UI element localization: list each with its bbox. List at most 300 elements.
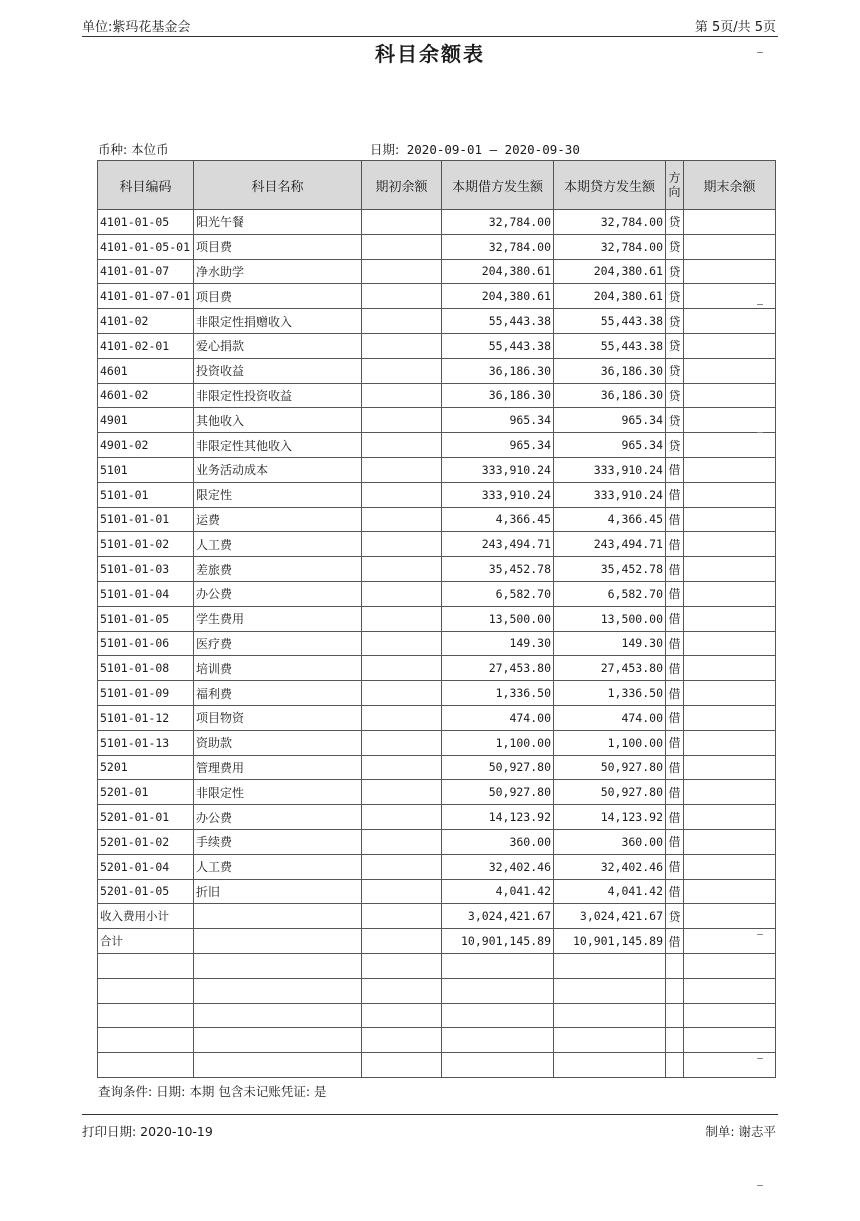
cell-debit-amount: 50,927.80 bbox=[442, 755, 554, 780]
cell-credit-amount: 6,582.70 bbox=[554, 581, 666, 606]
cell-debit-amount: 333,910.24 bbox=[442, 482, 554, 507]
cell-direction: 借 bbox=[666, 730, 684, 755]
cell-account-code: 5201-01 bbox=[98, 780, 194, 805]
cell-debit-amount: 10,901,145.89 bbox=[442, 929, 554, 954]
cell-direction: 借 bbox=[666, 507, 684, 532]
prepared-by: 制单: 谢志平 bbox=[705, 1124, 776, 1139]
column-header-credit: 本期贷方发生额 bbox=[554, 161, 666, 210]
cell-opening-balance bbox=[362, 854, 442, 879]
column-header-opening: 期初余额 bbox=[362, 161, 442, 210]
cell-direction: 贷 bbox=[666, 904, 684, 929]
cell-account-name: 人工费 bbox=[194, 854, 362, 879]
cell-opening-balance bbox=[362, 457, 442, 482]
table-row bbox=[98, 780, 776, 805]
cell-direction: 借 bbox=[666, 755, 684, 780]
cell-closing-balance bbox=[684, 705, 776, 730]
cell-direction: 借 bbox=[666, 557, 684, 582]
table-row bbox=[98, 681, 776, 706]
cell-opening-balance bbox=[362, 805, 442, 830]
cell-credit-amount: 333,910.24 bbox=[554, 457, 666, 482]
table-row bbox=[98, 978, 776, 1003]
cell-credit-amount: 243,494.71 bbox=[554, 532, 666, 557]
cell-opening-balance bbox=[362, 234, 442, 259]
cell-account-name: 福利费 bbox=[194, 681, 362, 706]
table-row bbox=[98, 284, 776, 309]
cell-account-code: 5101-01-05 bbox=[98, 606, 194, 631]
cell-opening-balance bbox=[362, 408, 442, 433]
column-header-debit: 本期借方发生额 bbox=[442, 161, 554, 210]
cell-account-code: 5101-01-06 bbox=[98, 631, 194, 656]
cell-opening-balance bbox=[362, 557, 442, 582]
cell-credit-amount: 4,041.42 bbox=[554, 879, 666, 904]
cell-credit-amount: 50,927.80 bbox=[554, 780, 666, 805]
cell-debit-amount: 243,494.71 bbox=[442, 532, 554, 557]
cell-account-code: 5101-01-13 bbox=[98, 730, 194, 755]
cell-direction: 借 bbox=[666, 929, 684, 954]
table-row bbox=[98, 557, 776, 582]
cell-closing-balance bbox=[684, 210, 776, 235]
cell-debit-amount: 204,380.61 bbox=[442, 259, 554, 284]
cell-credit-amount bbox=[554, 953, 666, 978]
cell-closing-balance bbox=[684, 457, 776, 482]
cell-direction: 贷 bbox=[666, 383, 684, 408]
cell-opening-balance bbox=[362, 755, 442, 780]
cell-closing-balance bbox=[684, 309, 776, 334]
table-row bbox=[98, 383, 776, 408]
cell-closing-balance bbox=[684, 904, 776, 929]
cell-opening-balance bbox=[362, 358, 442, 383]
cell-account-name: 办公费 bbox=[194, 805, 362, 830]
cell-opening-balance bbox=[362, 383, 442, 408]
cell-account-name: 非限定性 bbox=[194, 780, 362, 805]
cell-credit-amount: 204,380.61 bbox=[554, 284, 666, 309]
column-header-code: 科目编码 bbox=[98, 161, 194, 210]
cell-direction: 贷 bbox=[666, 234, 684, 259]
cell-account-name: 运费 bbox=[194, 507, 362, 532]
cell-account-code: 合计 bbox=[98, 929, 194, 954]
cell-opening-balance bbox=[362, 606, 442, 631]
cell-account-code bbox=[98, 978, 194, 1003]
organization-unit: 单位:紫玛花基金会 bbox=[82, 20, 191, 35]
cell-direction bbox=[666, 953, 684, 978]
cell-credit-amount: 4,366.45 bbox=[554, 507, 666, 532]
date-range bbox=[370, 140, 580, 158]
cell-direction bbox=[666, 1053, 684, 1078]
table-row bbox=[98, 433, 776, 458]
cell-opening-balance bbox=[362, 929, 442, 954]
cell-closing-balance bbox=[684, 953, 776, 978]
cell-debit-amount: 6,582.70 bbox=[442, 581, 554, 606]
cell-account-code: 5101-01-09 bbox=[98, 681, 194, 706]
date-range-label: 日期: bbox=[370, 142, 400, 157]
table-row bbox=[98, 532, 776, 557]
cell-direction: 借 bbox=[666, 606, 684, 631]
cell-credit-amount: 27,453.80 bbox=[554, 656, 666, 681]
table-row bbox=[98, 234, 776, 259]
cell-debit-amount: 3,024,421.67 bbox=[442, 904, 554, 929]
cell-credit-amount: 10,901,145.89 bbox=[554, 929, 666, 954]
cell-credit-amount: 474.00 bbox=[554, 705, 666, 730]
table-row bbox=[98, 953, 776, 978]
table-row bbox=[98, 755, 776, 780]
cell-direction bbox=[666, 978, 684, 1003]
cell-closing-balance bbox=[684, 755, 776, 780]
cell-closing-balance bbox=[684, 507, 776, 532]
cell-closing-balance bbox=[684, 656, 776, 681]
cell-direction bbox=[666, 1028, 684, 1053]
cell-direction: 借 bbox=[666, 805, 684, 830]
cell-credit-amount: 32,784.00 bbox=[554, 234, 666, 259]
cell-credit-amount: 55,443.38 bbox=[554, 309, 666, 334]
scan-speck bbox=[757, 304, 763, 305]
cell-opening-balance bbox=[362, 581, 442, 606]
cell-account-code: 收入费用小计 bbox=[98, 904, 194, 929]
cell-opening-balance bbox=[362, 1053, 442, 1078]
cell-direction bbox=[666, 1003, 684, 1028]
cell-credit-amount: 1,336.50 bbox=[554, 681, 666, 706]
cell-credit-amount bbox=[554, 1028, 666, 1053]
cell-credit-amount: 32,402.46 bbox=[554, 854, 666, 879]
cell-opening-balance bbox=[362, 284, 442, 309]
cell-closing-balance bbox=[684, 681, 776, 706]
cell-credit-amount: 360.00 bbox=[554, 829, 666, 854]
cell-account-name: 非限定性投资收益 bbox=[194, 383, 362, 408]
cell-account-name: 学生费用 bbox=[194, 606, 362, 631]
cell-account-name bbox=[194, 978, 362, 1003]
cell-closing-balance bbox=[684, 581, 776, 606]
cell-debit-amount: 474.00 bbox=[442, 705, 554, 730]
cell-debit-amount: 4,041.42 bbox=[442, 879, 554, 904]
cell-opening-balance bbox=[362, 978, 442, 1003]
cell-debit-amount: 1,100.00 bbox=[442, 730, 554, 755]
cell-account-name bbox=[194, 904, 362, 929]
cell-direction: 借 bbox=[666, 457, 684, 482]
report-header-bar bbox=[82, 14, 778, 37]
cell-credit-amount: 13,500.00 bbox=[554, 606, 666, 631]
cell-opening-balance bbox=[362, 879, 442, 904]
cell-account-code: 5101 bbox=[98, 457, 194, 482]
cell-credit-amount: 204,380.61 bbox=[554, 259, 666, 284]
cell-credit-amount: 35,452.78 bbox=[554, 557, 666, 582]
cell-opening-balance bbox=[362, 259, 442, 284]
cell-credit-amount: 1,100.00 bbox=[554, 730, 666, 755]
cell-credit-amount: 965.34 bbox=[554, 408, 666, 433]
account-balance-table bbox=[97, 160, 776, 1078]
scan-speck bbox=[757, 1185, 763, 1186]
cell-account-name: 投资收益 bbox=[194, 358, 362, 383]
cell-closing-balance bbox=[684, 606, 776, 631]
cell-closing-balance bbox=[684, 383, 776, 408]
table-row bbox=[98, 309, 776, 334]
cell-account-code: 5201-01-04 bbox=[98, 854, 194, 879]
cell-direction: 借 bbox=[666, 854, 684, 879]
cell-closing-balance bbox=[684, 854, 776, 879]
table-row bbox=[98, 358, 776, 383]
cell-debit-amount: 32,402.46 bbox=[442, 854, 554, 879]
cell-account-name: 人工费 bbox=[194, 532, 362, 557]
scan-speck bbox=[757, 934, 763, 935]
table-row bbox=[98, 929, 776, 954]
cell-account-name: 其他收入 bbox=[194, 408, 362, 433]
cell-closing-balance bbox=[684, 333, 776, 358]
table-row bbox=[98, 1053, 776, 1078]
cell-credit-amount bbox=[554, 978, 666, 1003]
cell-direction: 借 bbox=[666, 780, 684, 805]
cell-account-name: 项目费 bbox=[194, 284, 362, 309]
cell-debit-amount: 965.34 bbox=[442, 408, 554, 433]
cell-closing-balance bbox=[684, 780, 776, 805]
cell-credit-amount: 333,910.24 bbox=[554, 482, 666, 507]
cell-direction: 贷 bbox=[666, 259, 684, 284]
cell-debit-amount: 4,366.45 bbox=[442, 507, 554, 532]
cell-debit-amount: 55,443.38 bbox=[442, 333, 554, 358]
cell-closing-balance bbox=[684, 879, 776, 904]
cell-account-code: 4101-01-05 bbox=[98, 210, 194, 235]
cell-direction: 贷 bbox=[666, 358, 684, 383]
table-row bbox=[98, 805, 776, 830]
table-row bbox=[98, 259, 776, 284]
table-row bbox=[98, 1003, 776, 1028]
cell-debit-amount: 27,453.80 bbox=[442, 656, 554, 681]
table-row bbox=[98, 606, 776, 631]
cell-debit-amount: 1,336.50 bbox=[442, 681, 554, 706]
cell-closing-balance bbox=[684, 1053, 776, 1078]
cell-debit-amount: 32,784.00 bbox=[442, 234, 554, 259]
scan-speck bbox=[757, 52, 763, 53]
cell-credit-amount: 36,186.30 bbox=[554, 358, 666, 383]
cell-account-code: 5201-01-02 bbox=[98, 829, 194, 854]
cell-account-code: 4101-02 bbox=[98, 309, 194, 334]
cell-opening-balance bbox=[362, 904, 442, 929]
cell-closing-balance bbox=[684, 482, 776, 507]
footer-divider bbox=[82, 1114, 778, 1115]
scan-speck bbox=[757, 432, 763, 433]
cell-account-code: 4901-02 bbox=[98, 433, 194, 458]
cell-debit-amount: 204,380.61 bbox=[442, 284, 554, 309]
cell-direction: 贷 bbox=[666, 210, 684, 235]
cell-account-code: 4101-01-07-01 bbox=[98, 284, 194, 309]
cell-direction: 借 bbox=[666, 581, 684, 606]
cell-direction: 贷 bbox=[666, 433, 684, 458]
cell-direction: 贷 bbox=[666, 408, 684, 433]
cell-account-code: 5201 bbox=[98, 755, 194, 780]
cell-direction: 借 bbox=[666, 656, 684, 681]
cell-debit-amount: 360.00 bbox=[442, 829, 554, 854]
table-row bbox=[98, 482, 776, 507]
table-header-row bbox=[98, 161, 776, 210]
cell-closing-balance bbox=[684, 433, 776, 458]
cell-debit-amount: 36,186.30 bbox=[442, 383, 554, 408]
cell-account-name bbox=[194, 953, 362, 978]
cell-closing-balance bbox=[684, 408, 776, 433]
table-row bbox=[98, 879, 776, 904]
cell-account-code: 5101-01-12 bbox=[98, 705, 194, 730]
table-row bbox=[98, 581, 776, 606]
cell-account-name: 管理费用 bbox=[194, 755, 362, 780]
cell-opening-balance bbox=[362, 656, 442, 681]
cell-debit-amount: 35,452.78 bbox=[442, 557, 554, 582]
cell-credit-amount: 32,784.00 bbox=[554, 210, 666, 235]
cell-account-name: 爱心捐款 bbox=[194, 333, 362, 358]
cell-account-name: 折旧 bbox=[194, 879, 362, 904]
cell-account-name: 净水助学 bbox=[194, 259, 362, 284]
cell-debit-amount: 965.34 bbox=[442, 433, 554, 458]
cell-opening-balance bbox=[362, 1003, 442, 1028]
cell-opening-balance bbox=[362, 1028, 442, 1053]
cell-direction: 借 bbox=[666, 631, 684, 656]
cell-debit-amount bbox=[442, 953, 554, 978]
cell-credit-amount: 14,123.92 bbox=[554, 805, 666, 830]
date-range-value: 2020-09-01 — 2020-09-30 bbox=[406, 142, 580, 157]
cell-account-name: 非限定性捐赠收入 bbox=[194, 309, 362, 334]
cell-opening-balance bbox=[362, 829, 442, 854]
scan-speck bbox=[757, 1058, 763, 1059]
table-row bbox=[98, 408, 776, 433]
cell-opening-balance bbox=[362, 532, 442, 557]
cell-debit-amount: 13,500.00 bbox=[442, 606, 554, 631]
table-row bbox=[98, 507, 776, 532]
cell-closing-balance bbox=[684, 730, 776, 755]
table-body bbox=[98, 210, 776, 1078]
cell-account-code: 4601 bbox=[98, 358, 194, 383]
table-row bbox=[98, 730, 776, 755]
cell-account-code: 4601-02 bbox=[98, 383, 194, 408]
cell-direction: 贷 bbox=[666, 333, 684, 358]
table-row bbox=[98, 333, 776, 358]
cell-direction: 借 bbox=[666, 681, 684, 706]
cell-account-code: 5101-01-03 bbox=[98, 557, 194, 582]
cell-account-code: 5101-01-01 bbox=[98, 507, 194, 532]
cell-account-name bbox=[194, 1053, 362, 1078]
cell-debit-amount: 149.30 bbox=[442, 631, 554, 656]
cell-credit-amount: 149.30 bbox=[554, 631, 666, 656]
table-row bbox=[98, 705, 776, 730]
cell-account-name bbox=[194, 1003, 362, 1028]
cell-account-name: 办公费 bbox=[194, 581, 362, 606]
cell-debit-amount bbox=[442, 1003, 554, 1028]
cell-account-name bbox=[194, 1028, 362, 1053]
cell-account-name: 医疗费 bbox=[194, 631, 362, 656]
cell-opening-balance bbox=[362, 631, 442, 656]
cell-account-code: 4901 bbox=[98, 408, 194, 433]
cell-account-name: 项目物资 bbox=[194, 705, 362, 730]
table-row bbox=[98, 457, 776, 482]
cell-account-code: 4101-02-01 bbox=[98, 333, 194, 358]
cell-account-code: 5101-01-04 bbox=[98, 581, 194, 606]
cell-account-code bbox=[98, 1053, 194, 1078]
column-header-name: 科目名称 bbox=[194, 161, 362, 210]
cell-account-code: 5201-01-05 bbox=[98, 879, 194, 904]
cell-account-code: 4101-01-05-01 bbox=[98, 234, 194, 259]
cell-closing-balance bbox=[684, 358, 776, 383]
table-row bbox=[98, 904, 776, 929]
cell-account-name: 差旅费 bbox=[194, 557, 362, 582]
cell-account-name: 限定性 bbox=[194, 482, 362, 507]
cell-account-code: 5101-01-08 bbox=[98, 656, 194, 681]
cell-opening-balance bbox=[362, 433, 442, 458]
cell-opening-balance bbox=[362, 309, 442, 334]
table-row bbox=[98, 656, 776, 681]
cell-opening-balance bbox=[362, 333, 442, 358]
cell-closing-balance bbox=[684, 805, 776, 830]
cell-account-name: 手续费 bbox=[194, 829, 362, 854]
cell-closing-balance bbox=[684, 532, 776, 557]
cell-closing-balance bbox=[684, 1003, 776, 1028]
cell-account-code: 5201-01-01 bbox=[98, 805, 194, 830]
cell-direction: 借 bbox=[666, 705, 684, 730]
cell-closing-balance bbox=[684, 929, 776, 954]
cell-direction: 借 bbox=[666, 879, 684, 904]
cell-opening-balance bbox=[362, 507, 442, 532]
cell-closing-balance bbox=[684, 631, 776, 656]
cell-account-name: 非限定性其他收入 bbox=[194, 433, 362, 458]
cell-credit-amount: 36,186.30 bbox=[554, 383, 666, 408]
cell-account-code: 5101-01 bbox=[98, 482, 194, 507]
cell-credit-amount: 50,927.80 bbox=[554, 755, 666, 780]
table-row bbox=[98, 829, 776, 854]
cell-opening-balance bbox=[362, 482, 442, 507]
cell-account-code: 4101-01-07 bbox=[98, 259, 194, 284]
cell-debit-amount: 32,784.00 bbox=[442, 210, 554, 235]
cell-debit-amount: 36,186.30 bbox=[442, 358, 554, 383]
page-indicator: 第 5页/共 5页 bbox=[694, 20, 776, 35]
cell-direction: 借 bbox=[666, 532, 684, 557]
currency-label: 币种: 本位币 bbox=[98, 142, 169, 157]
cell-debit-amount bbox=[442, 1028, 554, 1053]
table-row bbox=[98, 631, 776, 656]
cell-opening-balance bbox=[362, 730, 442, 755]
cell-account-name: 资助款 bbox=[194, 730, 362, 755]
cell-account-code bbox=[98, 953, 194, 978]
cell-account-name: 培训费 bbox=[194, 656, 362, 681]
cell-closing-balance bbox=[684, 557, 776, 582]
cell-closing-balance bbox=[684, 259, 776, 284]
table-row bbox=[98, 854, 776, 879]
cell-direction: 贷 bbox=[666, 284, 684, 309]
cell-direction: 借 bbox=[666, 482, 684, 507]
cell-account-name: 业务活动成本 bbox=[194, 457, 362, 482]
cell-debit-amount bbox=[442, 978, 554, 1003]
column-header-closing: 期末余额 bbox=[684, 161, 776, 210]
cell-closing-balance bbox=[684, 978, 776, 1003]
cell-account-code: 5101-01-02 bbox=[98, 532, 194, 557]
cell-credit-amount bbox=[554, 1053, 666, 1078]
cell-credit-amount bbox=[554, 1003, 666, 1028]
column-header-direction: 方向 bbox=[666, 161, 684, 210]
cell-credit-amount: 55,443.38 bbox=[554, 333, 666, 358]
cell-account-name: 阳光午餐 bbox=[194, 210, 362, 235]
cell-account-name bbox=[194, 929, 362, 954]
cell-opening-balance bbox=[362, 210, 442, 235]
cell-debit-amount bbox=[442, 1053, 554, 1078]
table-row bbox=[98, 210, 776, 235]
cell-opening-balance bbox=[362, 705, 442, 730]
cell-debit-amount: 50,927.80 bbox=[442, 780, 554, 805]
cell-debit-amount: 14,123.92 bbox=[442, 805, 554, 830]
cell-account-code bbox=[98, 1003, 194, 1028]
cell-account-name: 项目费 bbox=[194, 234, 362, 259]
cell-opening-balance bbox=[362, 780, 442, 805]
cell-closing-balance bbox=[684, 234, 776, 259]
cell-closing-balance bbox=[684, 829, 776, 854]
cell-account-code bbox=[98, 1028, 194, 1053]
report-title: 科目余额表 bbox=[375, 42, 485, 66]
query-conditions: 查询条件: 日期: 本期 包含未记账凭证: 是 bbox=[98, 1084, 327, 1099]
cell-opening-balance bbox=[362, 953, 442, 978]
cell-direction: 贷 bbox=[666, 309, 684, 334]
cell-debit-amount: 333,910.24 bbox=[442, 457, 554, 482]
table-row bbox=[98, 1028, 776, 1053]
